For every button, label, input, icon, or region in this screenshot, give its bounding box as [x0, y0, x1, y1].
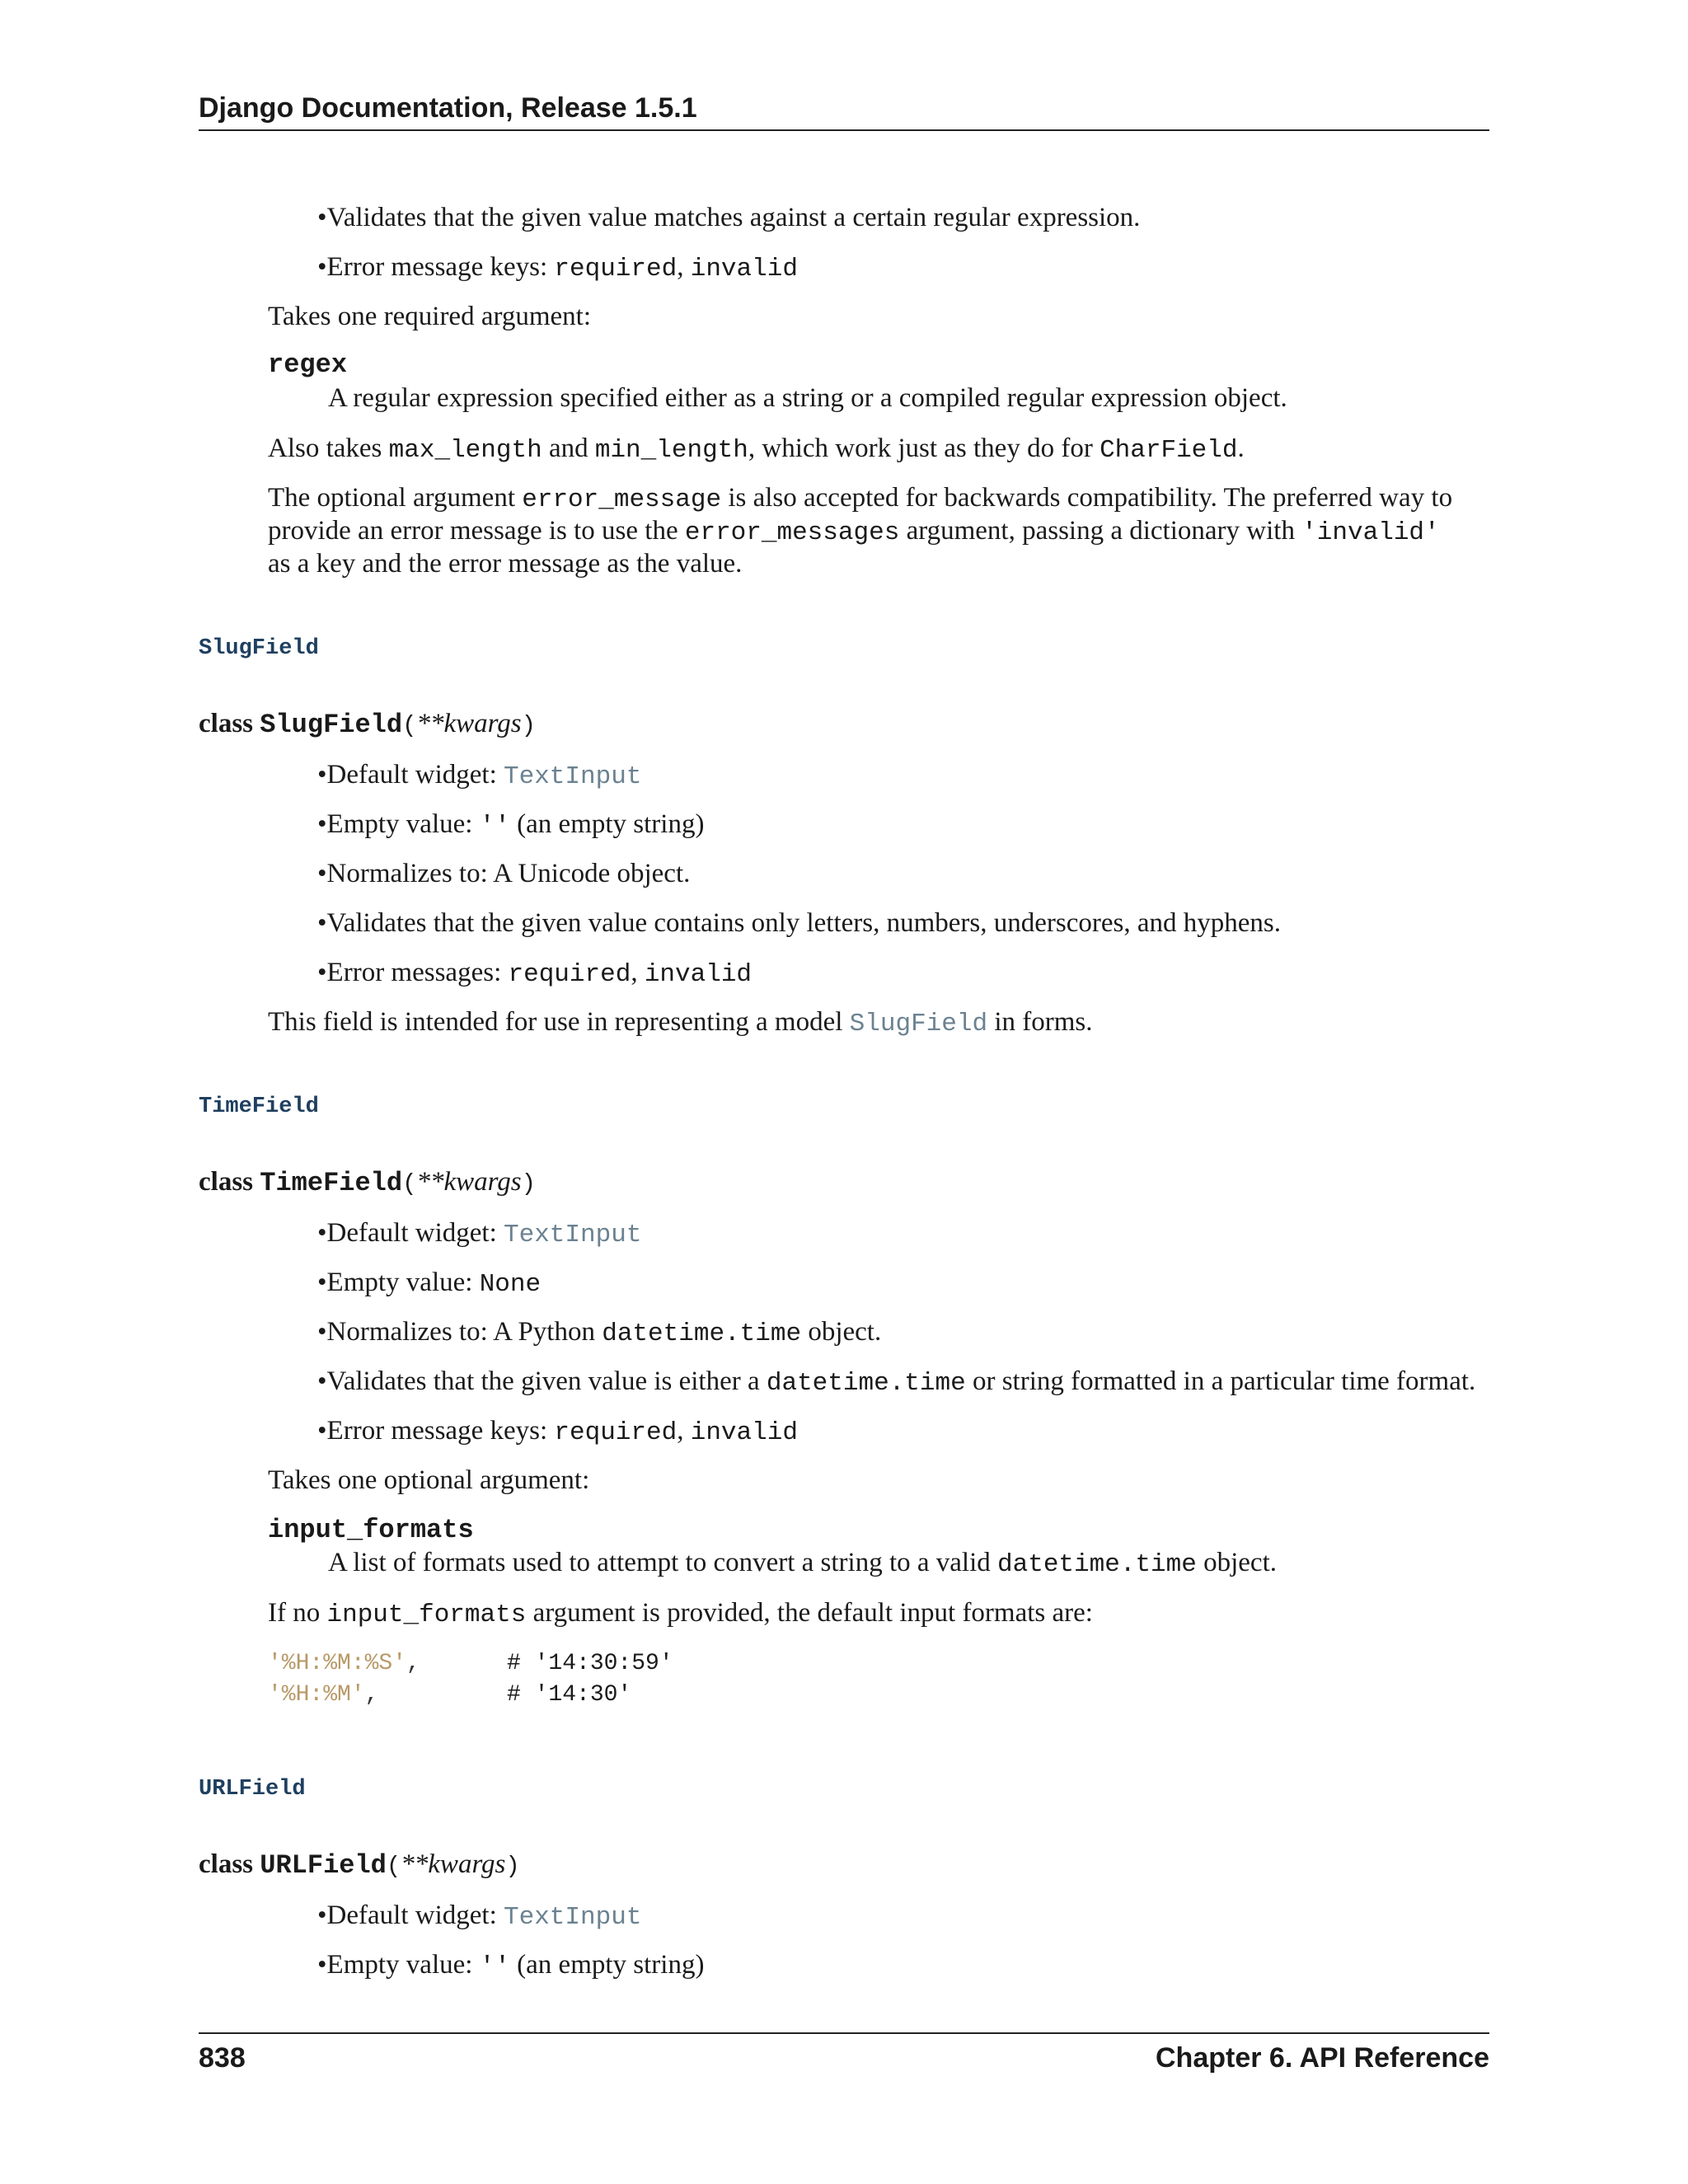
- term-regex-description: A regular expression specified either as a string or a compiled regular expression object.: [328, 383, 1287, 413]
- takes-one-optional: Takes one optional argument:: [268, 1465, 590, 1495]
- class-signature-urlfield: class URLField(**kwargs): [199, 1849, 520, 1881]
- class-signature-timefield: class TimeField(**kwargs): [199, 1167, 537, 1198]
- code-comment-2: # '14:30': [507, 1682, 632, 1708]
- page-number: 838: [199, 2042, 246, 2074]
- slug-normalizes: •Normalizes to: A Unicode object.: [317, 859, 691, 888]
- optional-argument-line-1: The optional argument error_message is also accepted for backwards compatibility. The preferred way to: [268, 483, 1453, 514]
- bullet-error-keys: •Error message keys: required, invalid: [317, 252, 798, 284]
- textinput-link[interactable]: TextInput: [504, 1903, 642, 1932]
- textinput-link[interactable]: TextInput: [504, 1221, 642, 1249]
- slug-validates: •Validates that the given value contains only letters, numbers, underscores, and hyphens.: [317, 908, 1282, 938]
- slug-intended-use: This field is intended for use in representing a model SlugField in forms.: [268, 1007, 1093, 1038]
- time-error-keys: •Error message keys: required, invalid: [317, 1416, 798, 1447]
- class-signature-slugfield: class SlugField(**kwargs): [199, 709, 537, 740]
- time-empty-value: •Empty value: None: [317, 1268, 542, 1299]
- also-takes-paragraph: Also takes max_length and min_length, which work just as they do for CharField.: [268, 434, 1245, 465]
- textinput-link[interactable]: TextInput: [504, 762, 642, 791]
- running-header: Django Documentation, Release 1.5.1: [199, 92, 697, 124]
- optional-argument-line-3: as a key and the error message as the value.: [268, 549, 743, 579]
- slug-default-widget: •Default widget: TextInput: [317, 760, 642, 791]
- url-empty-value: •Empty value: '' (an empty string): [317, 1950, 705, 1981]
- slug-empty-value: •Empty value: '' (an empty string): [317, 809, 705, 841]
- term-input-formats: input_formats: [268, 1515, 474, 1545]
- term-regex: regex: [268, 349, 348, 380]
- section-heading-timefield[interactable]: TimeField: [199, 1094, 319, 1119]
- bullet-validates-regex: •Validates that the given value matches against a certain regular expression.: [317, 203, 1141, 232]
- time-validates: •Validates that the given value is either a datetime.time or string formatted in a particular time format.: [317, 1366, 1476, 1398]
- header-rule: [199, 129, 1489, 131]
- time-normalizes: •Normalizes to: A Python datetime.time object.: [317, 1317, 882, 1348]
- optional-argument-line-2: provide an error message is to use the error_messages argument, passing a dictionary with 'invalid': [268, 516, 1440, 547]
- takes-one-required: Takes one required argument:: [268, 302, 592, 331]
- code-comment-1: # '14:30:59': [507, 1651, 673, 1676]
- slug-error-messages: •Error messages: required, invalid: [317, 958, 753, 989]
- chapter-title: Chapter 6. API Reference: [1156, 2042, 1489, 2074]
- slugfield-model-link[interactable]: SlugField: [849, 1010, 988, 1038]
- time-default-widget: •Default widget: TextInput: [317, 1218, 642, 1249]
- code-line-1: '%H:%M:%S',: [268, 1651, 420, 1676]
- url-default-widget: •Default widget: TextInput: [317, 1900, 642, 1932]
- code-line-2: '%H:%M',: [268, 1682, 379, 1708]
- if-no-input-formats: If no input_formats argument is provided, the default input formats are:: [268, 1598, 1093, 1629]
- footer-rule: [199, 2032, 1489, 2034]
- section-heading-urlfield[interactable]: URLField: [199, 1777, 306, 1802]
- section-heading-slugfield[interactable]: SlugField: [199, 636, 319, 661]
- term-input-formats-description: A list of formats used to attempt to convert a string to a valid datetime.time object.: [328, 1548, 1277, 1579]
